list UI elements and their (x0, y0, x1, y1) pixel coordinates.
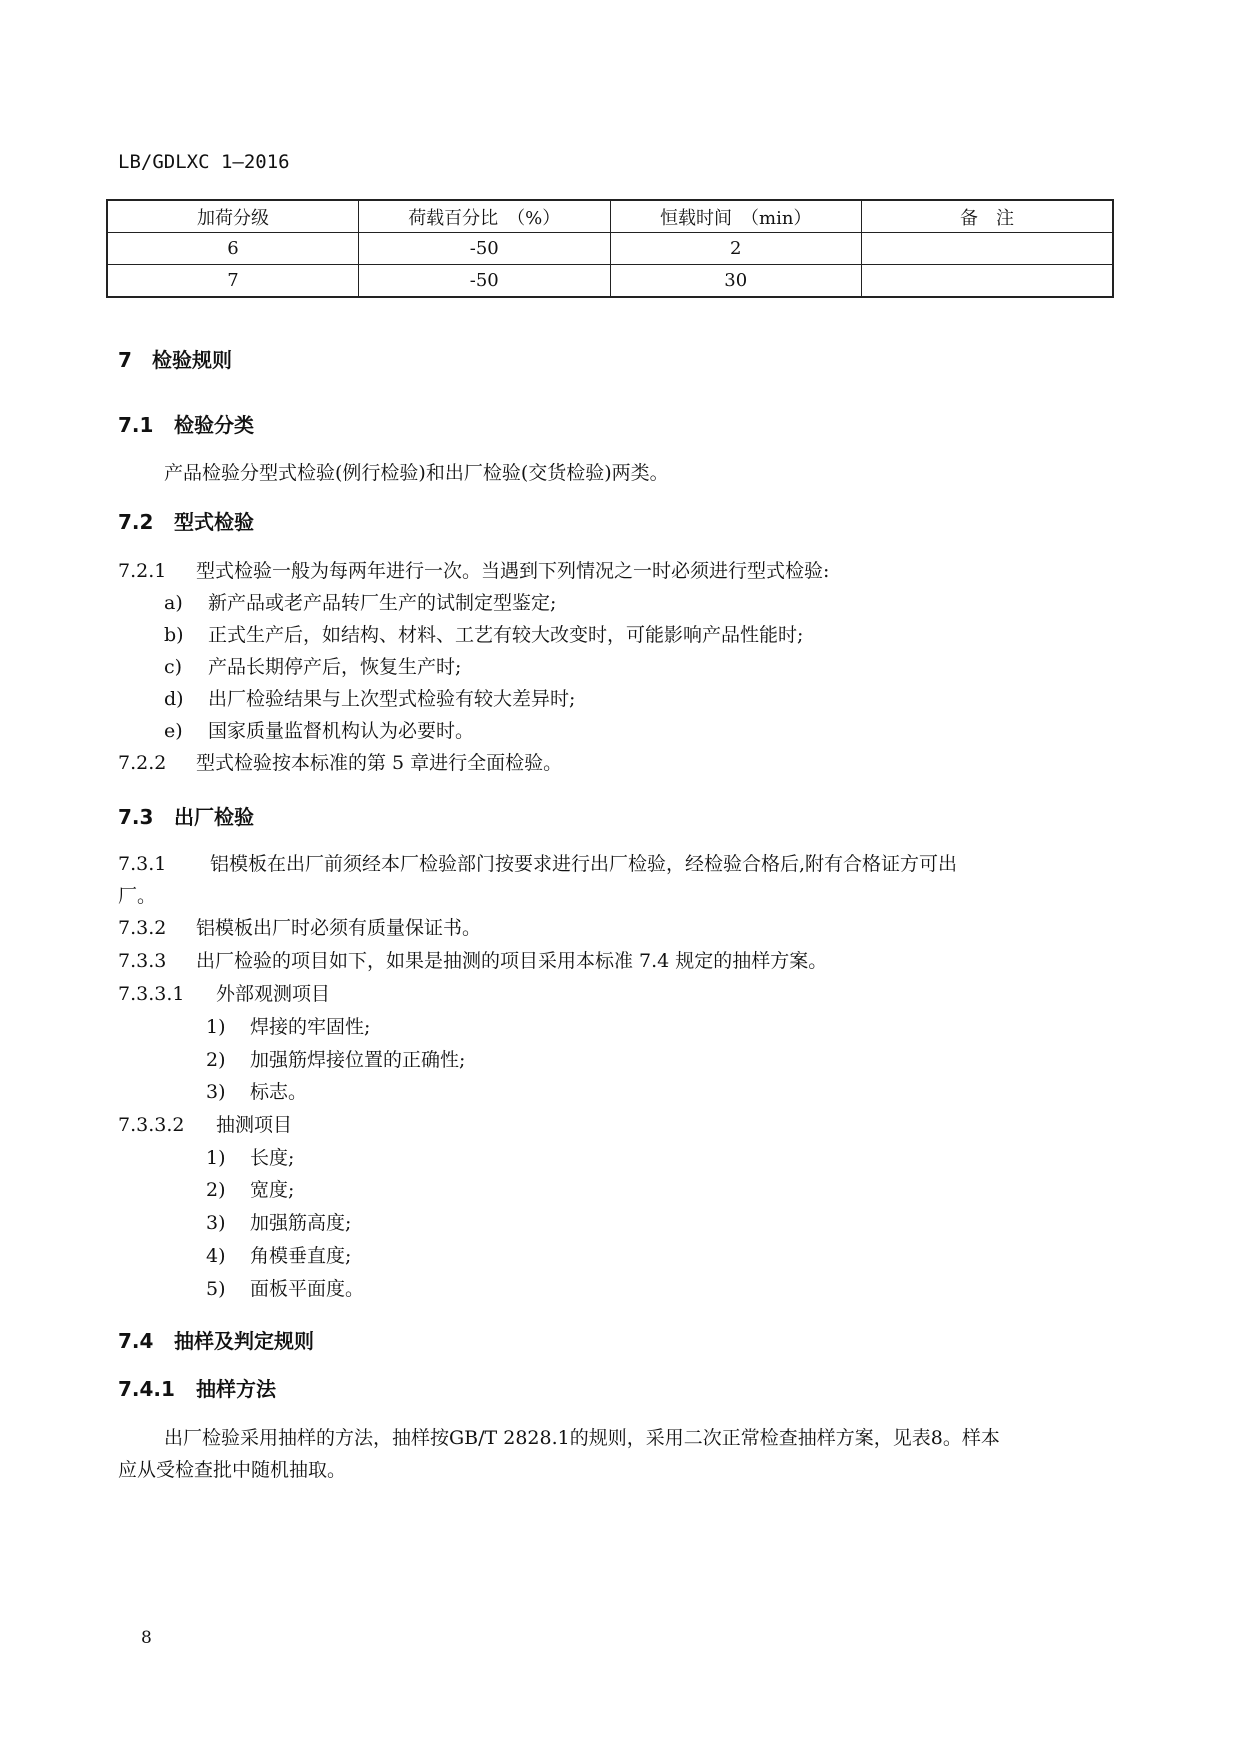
list-text: 国家质量监督机构认为必要时。 (208, 720, 475, 742)
list-marker: 3) (206, 1212, 226, 1234)
load-table (106, 199, 1114, 298)
table-cell: 7 (107, 265, 359, 298)
section-heading (118, 1325, 314, 1354)
list-item (206, 1077, 307, 1104)
clause-text: 抽测项目 (216, 1114, 293, 1136)
list-marker: 1) (206, 1016, 226, 1038)
list-text: 角模垂直度; (250, 1245, 352, 1267)
list-text: 正式生产后，如结构、材料、工艺有较大改变时，可能影响产品性能时; (208, 624, 804, 646)
heading-title: 抽样方法 (196, 1377, 276, 1401)
clause-number: 7.3.1 (118, 853, 167, 875)
list-marker: 5) (206, 1278, 226, 1300)
heading-number: 7.2 (118, 510, 154, 534)
table-cell (862, 265, 1114, 298)
list-marker: e) (164, 720, 183, 742)
heading-number: 7.1 (118, 413, 154, 437)
paragraph-line: 出厂检验采用抽样的方法，抽样按GB/T 2828.1的规则，采用二次正常检查抽样方案，见表8。样本 (164, 1427, 1000, 1449)
list-marker: d) (164, 688, 184, 710)
heading-number: 7.4.1 (118, 1377, 175, 1401)
heading-title: 型式检验 (174, 510, 254, 534)
list-text: 面板平面度。 (250, 1278, 365, 1300)
list-marker: 3) (206, 1081, 226, 1103)
list-item (206, 1241, 351, 1268)
list-marker: 1) (206, 1147, 226, 1169)
table-header-cell: 备 注 (862, 200, 1114, 233)
clause-text: 外部观测项目 (216, 983, 331, 1005)
list-item (206, 1012, 370, 1039)
table-cell: -50 (359, 265, 611, 298)
list-item (164, 716, 474, 743)
table-row (107, 233, 1113, 265)
document-code: LB/GDLXC 1—2016 (118, 151, 290, 173)
clause-text: 型式检验一般为每两年进行一次。当遇到下列情况之一时必须进行型式检验: (196, 560, 830, 582)
list-item (206, 1143, 294, 1170)
heading-number: 7 (118, 348, 132, 372)
clause (118, 913, 481, 940)
list-item (206, 1175, 294, 1202)
page-number: 8 (141, 1628, 152, 1648)
section-heading (118, 409, 254, 438)
list-text: 宽度; (250, 1179, 295, 1201)
list-item (206, 1045, 465, 1072)
list-text: 加强筋焊接位置的正确性; (250, 1049, 466, 1071)
section-heading (118, 506, 254, 535)
list-text: 出厂检验结果与上次型式检验有较大差异时; (208, 688, 576, 710)
list-text: 产品长期停产后，恢复生产时; (208, 656, 462, 678)
subsection-heading (118, 1373, 276, 1402)
paragraph-line: 应从受检查批中随机抽取。 (118, 1459, 347, 1481)
list-marker: 2) (206, 1179, 226, 1201)
clause-number: 7.3.3 (118, 950, 167, 972)
list-text: 标志。 (250, 1081, 308, 1103)
clause-text: 出厂检验的项目如下，如果是抽测的项目采用本标准 7.4 规定的抽样方案。 (196, 950, 828, 972)
clause-number: 7.3.3.1 (118, 983, 185, 1005)
heading-title: 检验规则 (152, 348, 232, 372)
clause (118, 1110, 292, 1137)
list-marker: b) (164, 624, 184, 646)
clause-number: 7.3.3.2 (118, 1114, 185, 1136)
list-text: 长度; (250, 1147, 295, 1169)
table-header-row (107, 200, 1113, 233)
clause (118, 946, 827, 973)
clause (118, 556, 829, 583)
clause (118, 748, 562, 775)
list-item (164, 620, 803, 647)
heading-number: 7.3 (118, 805, 154, 829)
clause (118, 979, 330, 1006)
heading-title: 出厂检验 (174, 805, 254, 829)
heading-number: 7.4 (118, 1329, 154, 1353)
clause-number: 7.3.2 (118, 917, 167, 939)
list-marker: 2) (206, 1049, 226, 1071)
heading-title: 检验分类 (174, 413, 254, 437)
clause-text: 铝模板出厂时必须有质量保证书。 (196, 917, 482, 939)
table-cell (862, 233, 1114, 265)
table-header-cell: 荷载百分比 （%） (359, 200, 611, 233)
table-cell: -50 (359, 233, 611, 265)
section-heading (118, 801, 254, 830)
chapter-heading (118, 344, 232, 373)
list-item (164, 652, 461, 679)
clause-continuation: 厂。 (118, 885, 157, 907)
clause-text: 铝模板在出厂前须经本厂检验部门按要求进行出厂检验，经检验合格后,附有合格证方可出 (210, 853, 958, 875)
list-item (206, 1208, 351, 1235)
clause (118, 849, 957, 876)
list-marker: a) (164, 592, 183, 614)
table-header-cell: 恒载时间 （min） (610, 200, 862, 233)
table-cell: 6 (107, 233, 359, 265)
heading-title: 抽样及判定规则 (174, 1329, 314, 1353)
table-row (107, 265, 1113, 298)
list-text: 加强筋高度; (250, 1212, 352, 1234)
list-item (164, 588, 556, 615)
paragraph: 产品检验分型式检验(例行检验)和出厂检验(交货检验)两类。 (164, 462, 669, 484)
list-marker: c) (164, 656, 183, 678)
table-cell: 2 (610, 233, 862, 265)
clause-number: 7.2.1 (118, 560, 167, 582)
list-item (164, 684, 575, 711)
list-text: 焊接的牢固性; (250, 1016, 371, 1038)
list-marker: 4) (206, 1245, 226, 1267)
clause-number: 7.2.2 (118, 752, 167, 774)
table-cell: 30 (610, 265, 862, 298)
list-item (206, 1274, 364, 1301)
table-header-cell: 加荷分级 (107, 200, 359, 233)
clause-text: 型式检验按本标准的第 5 章进行全面检验。 (196, 752, 563, 774)
list-text: 新产品或老产品转厂生产的试制定型鉴定; (208, 592, 557, 614)
